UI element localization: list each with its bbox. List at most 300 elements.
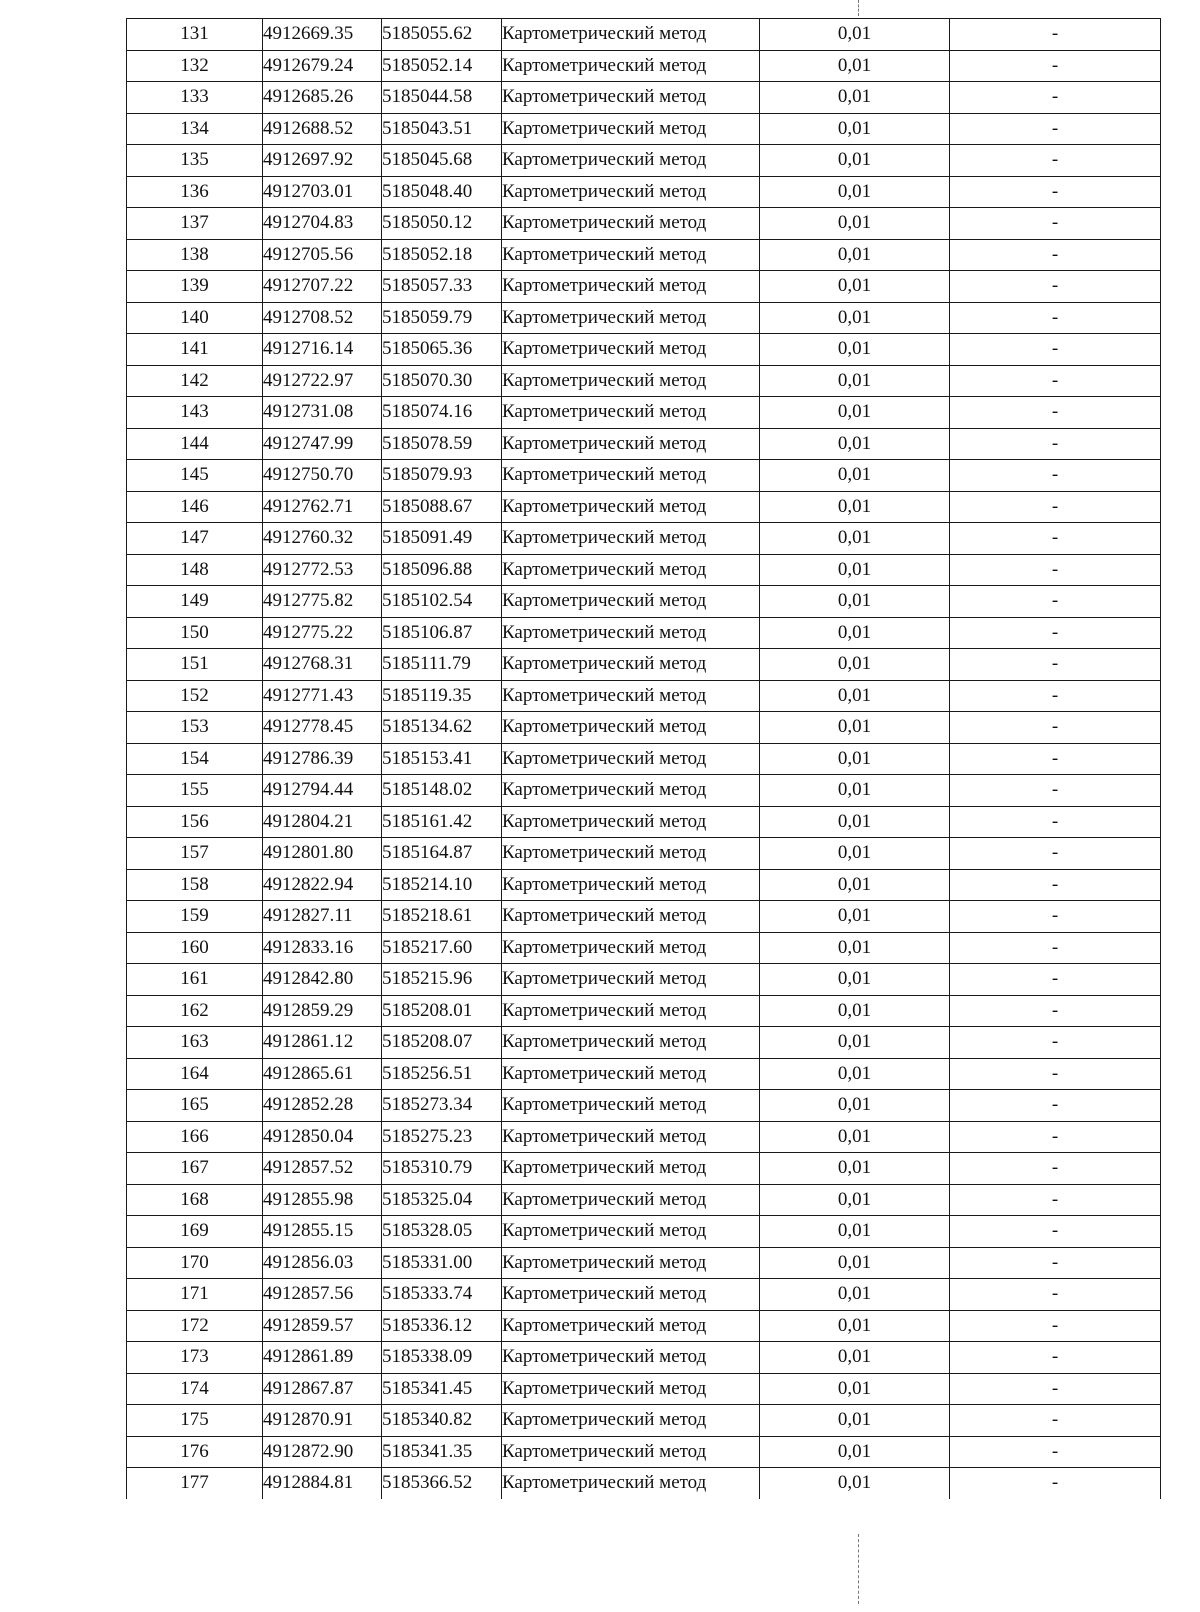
x-coordinate: 4912778.45 xyxy=(263,712,382,744)
y-coordinate: 5185050.12 xyxy=(382,208,502,240)
table-row xyxy=(127,1184,1161,1216)
coordinates-table-body xyxy=(127,19,1161,1499)
method-cell: Картометрический метод xyxy=(502,1090,760,1122)
accuracy-cell: 0,01 xyxy=(760,1405,950,1437)
table-row xyxy=(127,995,1161,1027)
accuracy-cell: 0,01 xyxy=(760,1153,950,1185)
y-coordinate: 5185341.35 xyxy=(382,1436,502,1468)
description-cell: - xyxy=(950,460,1161,492)
y-coordinate: 5185161.42 xyxy=(382,806,502,838)
x-coordinate: 4912768.31 xyxy=(263,649,382,681)
table-row xyxy=(127,1027,1161,1059)
description-cell: - xyxy=(950,145,1161,177)
point-number: 171 xyxy=(127,1279,263,1311)
y-coordinate: 5185111.79 xyxy=(382,649,502,681)
y-coordinate: 5185057.33 xyxy=(382,271,502,303)
description-cell: - xyxy=(950,491,1161,523)
y-coordinate: 5185218.61 xyxy=(382,901,502,933)
accuracy-cell: 0,01 xyxy=(760,397,950,429)
x-coordinate: 4912856.03 xyxy=(263,1247,382,1279)
y-coordinate: 5185340.82 xyxy=(382,1405,502,1437)
description-cell: - xyxy=(950,523,1161,555)
table-row xyxy=(127,1090,1161,1122)
accuracy-cell: 0,01 xyxy=(760,964,950,996)
description-cell: - xyxy=(950,838,1161,870)
scan-tick-bottom xyxy=(858,1534,859,1604)
method-cell: Картометрический метод xyxy=(502,176,760,208)
point-number: 156 xyxy=(127,806,263,838)
table-row xyxy=(127,1153,1161,1185)
method-cell: Картометрический метод xyxy=(502,1153,760,1185)
x-coordinate: 4912867.87 xyxy=(263,1373,382,1405)
accuracy-cell: 0,01 xyxy=(760,1216,950,1248)
accuracy-cell: 0,01 xyxy=(760,1342,950,1374)
description-cell: - xyxy=(950,82,1161,114)
x-coordinate: 4912762.71 xyxy=(263,491,382,523)
point-number: 152 xyxy=(127,680,263,712)
table-row xyxy=(127,1279,1161,1311)
accuracy-cell: 0,01 xyxy=(760,775,950,807)
x-coordinate: 4912705.56 xyxy=(263,239,382,271)
point-number: 158 xyxy=(127,869,263,901)
accuracy-cell: 0,01 xyxy=(760,208,950,240)
point-number: 150 xyxy=(127,617,263,649)
table-row xyxy=(127,554,1161,586)
point-number: 167 xyxy=(127,1153,263,1185)
point-number: 168 xyxy=(127,1184,263,1216)
accuracy-cell: 0,01 xyxy=(760,491,950,523)
description-cell: - xyxy=(950,1468,1161,1499)
point-number: 166 xyxy=(127,1121,263,1153)
table-row xyxy=(127,1216,1161,1248)
x-coordinate: 4912859.29 xyxy=(263,995,382,1027)
table-row xyxy=(127,712,1161,744)
point-number: 136 xyxy=(127,176,263,208)
method-cell: Картометрический метод xyxy=(502,460,760,492)
table-row xyxy=(127,743,1161,775)
method-cell: Картометрический метод xyxy=(502,1184,760,1216)
table-row xyxy=(127,1342,1161,1374)
x-coordinate: 4912804.21 xyxy=(263,806,382,838)
accuracy-cell: 0,01 xyxy=(760,1090,950,1122)
description-cell: - xyxy=(950,995,1161,1027)
table-row xyxy=(127,50,1161,82)
method-cell: Картометрический метод xyxy=(502,1436,760,1468)
point-number: 140 xyxy=(127,302,263,334)
table-row xyxy=(127,617,1161,649)
accuracy-cell: 0,01 xyxy=(760,113,950,145)
description-cell: - xyxy=(950,1058,1161,1090)
y-coordinate: 5185328.05 xyxy=(382,1216,502,1248)
point-number: 134 xyxy=(127,113,263,145)
table-row xyxy=(127,1058,1161,1090)
method-cell: Картометрический метод xyxy=(502,1058,760,1090)
point-number: 141 xyxy=(127,334,263,366)
y-coordinate: 5185273.34 xyxy=(382,1090,502,1122)
x-coordinate: 4912669.35 xyxy=(263,19,382,51)
point-number: 147 xyxy=(127,523,263,555)
point-number: 165 xyxy=(127,1090,263,1122)
point-number: 137 xyxy=(127,208,263,240)
x-coordinate: 4912688.52 xyxy=(263,113,382,145)
x-coordinate: 4912822.94 xyxy=(263,869,382,901)
accuracy-cell: 0,01 xyxy=(760,1184,950,1216)
description-cell: - xyxy=(950,649,1161,681)
y-coordinate: 5185043.51 xyxy=(382,113,502,145)
point-number: 172 xyxy=(127,1310,263,1342)
table-row xyxy=(127,365,1161,397)
description-cell: - xyxy=(950,50,1161,82)
accuracy-cell: 0,01 xyxy=(760,302,950,334)
table-row xyxy=(127,838,1161,870)
method-cell: Картометрический метод xyxy=(502,397,760,429)
y-coordinate: 5185275.23 xyxy=(382,1121,502,1153)
accuracy-cell: 0,01 xyxy=(760,932,950,964)
method-cell: Картометрический метод xyxy=(502,1373,760,1405)
table-row xyxy=(127,869,1161,901)
table-row xyxy=(127,1468,1161,1499)
y-coordinate: 5185164.87 xyxy=(382,838,502,870)
table-row xyxy=(127,901,1161,933)
point-number: 135 xyxy=(127,145,263,177)
point-number: 142 xyxy=(127,365,263,397)
accuracy-cell: 0,01 xyxy=(760,1247,950,1279)
method-cell: Картометрический метод xyxy=(502,1121,760,1153)
y-coordinate: 5185059.79 xyxy=(382,302,502,334)
point-number: 131 xyxy=(127,19,263,51)
accuracy-cell: 0,01 xyxy=(760,838,950,870)
accuracy-cell: 0,01 xyxy=(760,806,950,838)
table-row xyxy=(127,491,1161,523)
description-cell: - xyxy=(950,1121,1161,1153)
y-coordinate: 5185045.68 xyxy=(382,145,502,177)
accuracy-cell: 0,01 xyxy=(760,334,950,366)
point-number: 154 xyxy=(127,743,263,775)
point-number: 139 xyxy=(127,271,263,303)
method-cell: Картометрический метод xyxy=(502,1216,760,1248)
y-coordinate: 5185333.74 xyxy=(382,1279,502,1311)
point-number: 148 xyxy=(127,554,263,586)
x-coordinate: 4912747.99 xyxy=(263,428,382,460)
description-cell: - xyxy=(950,775,1161,807)
y-coordinate: 5185044.58 xyxy=(382,82,502,114)
y-coordinate: 5185088.67 xyxy=(382,491,502,523)
table-row xyxy=(127,428,1161,460)
x-coordinate: 4912861.89 xyxy=(263,1342,382,1374)
method-cell: Картометрический метод xyxy=(502,1027,760,1059)
x-coordinate: 4912861.12 xyxy=(263,1027,382,1059)
x-coordinate: 4912775.82 xyxy=(263,586,382,618)
x-coordinate: 4912855.98 xyxy=(263,1184,382,1216)
method-cell: Картометрический метод xyxy=(502,208,760,240)
method-cell: Картометрический метод xyxy=(502,239,760,271)
description-cell: - xyxy=(950,271,1161,303)
y-coordinate: 5185048.40 xyxy=(382,176,502,208)
description-cell: - xyxy=(950,806,1161,838)
point-number: 155 xyxy=(127,775,263,807)
description-cell: - xyxy=(950,365,1161,397)
description-cell: - xyxy=(950,1405,1161,1437)
accuracy-cell: 0,01 xyxy=(760,271,950,303)
x-coordinate: 4912771.43 xyxy=(263,680,382,712)
x-coordinate: 4912801.80 xyxy=(263,838,382,870)
method-cell: Картометрический метод xyxy=(502,901,760,933)
x-coordinate: 4912708.52 xyxy=(263,302,382,334)
method-cell: Картометрический метод xyxy=(502,680,760,712)
y-coordinate: 5185215.96 xyxy=(382,964,502,996)
x-coordinate: 4912731.08 xyxy=(263,397,382,429)
point-number: 133 xyxy=(127,82,263,114)
point-number: 161 xyxy=(127,964,263,996)
method-cell: Картометрический метод xyxy=(502,869,760,901)
table-row xyxy=(127,1247,1161,1279)
method-cell: Картометрический метод xyxy=(502,271,760,303)
point-number: 153 xyxy=(127,712,263,744)
x-coordinate: 4912722.97 xyxy=(263,365,382,397)
point-number: 144 xyxy=(127,428,263,460)
accuracy-cell: 0,01 xyxy=(760,995,950,1027)
method-cell: Картометрический метод xyxy=(502,838,760,870)
method-cell: Картометрический метод xyxy=(502,995,760,1027)
accuracy-cell: 0,01 xyxy=(760,239,950,271)
table-row xyxy=(127,1373,1161,1405)
method-cell: Картометрический метод xyxy=(502,964,760,996)
table-row xyxy=(127,397,1161,429)
point-number: 157 xyxy=(127,838,263,870)
method-cell: Картометрический метод xyxy=(502,1468,760,1499)
y-coordinate: 5185065.36 xyxy=(382,334,502,366)
y-coordinate: 5185119.35 xyxy=(382,680,502,712)
accuracy-cell: 0,01 xyxy=(760,1279,950,1311)
y-coordinate: 5185079.93 xyxy=(382,460,502,492)
point-number: 174 xyxy=(127,1373,263,1405)
accuracy-cell: 0,01 xyxy=(760,1468,950,1499)
table-row xyxy=(127,1436,1161,1468)
x-coordinate: 4912772.53 xyxy=(263,554,382,586)
x-coordinate: 4912842.80 xyxy=(263,964,382,996)
point-number: 145 xyxy=(127,460,263,492)
description-cell: - xyxy=(950,428,1161,460)
x-coordinate: 4912716.14 xyxy=(263,334,382,366)
description-cell: - xyxy=(950,176,1161,208)
y-coordinate: 5185341.45 xyxy=(382,1373,502,1405)
method-cell: Картометрический метод xyxy=(502,523,760,555)
description-cell: - xyxy=(950,1247,1161,1279)
point-number: 132 xyxy=(127,50,263,82)
y-coordinate: 5185366.52 xyxy=(382,1468,502,1499)
table-row xyxy=(127,208,1161,240)
description-cell: - xyxy=(950,869,1161,901)
point-number: 160 xyxy=(127,932,263,964)
method-cell: Картометрический метод xyxy=(502,1342,760,1374)
method-cell: Картометрический метод xyxy=(502,743,760,775)
x-coordinate: 4912704.83 xyxy=(263,208,382,240)
point-number: 169 xyxy=(127,1216,263,1248)
description-cell: - xyxy=(950,397,1161,429)
method-cell: Картометрический метод xyxy=(502,19,760,51)
x-coordinate: 4912872.90 xyxy=(263,1436,382,1468)
accuracy-cell: 0,01 xyxy=(760,1310,950,1342)
method-cell: Картометрический метод xyxy=(502,334,760,366)
y-coordinate: 5185336.12 xyxy=(382,1310,502,1342)
method-cell: Картометрический метод xyxy=(502,1310,760,1342)
accuracy-cell: 0,01 xyxy=(760,743,950,775)
scan-tick-top xyxy=(858,0,859,16)
y-coordinate: 5185214.10 xyxy=(382,869,502,901)
x-coordinate: 4912685.26 xyxy=(263,82,382,114)
y-coordinate: 5185052.18 xyxy=(382,239,502,271)
point-number: 143 xyxy=(127,397,263,429)
accuracy-cell: 0,01 xyxy=(760,1121,950,1153)
point-number: 177 xyxy=(127,1468,263,1499)
accuracy-cell: 0,01 xyxy=(760,365,950,397)
accuracy-cell: 0,01 xyxy=(760,428,950,460)
y-coordinate: 5185325.04 xyxy=(382,1184,502,1216)
method-cell: Картометрический метод xyxy=(502,365,760,397)
description-cell: - xyxy=(950,1027,1161,1059)
method-cell: Картометрический метод xyxy=(502,617,760,649)
point-number: 149 xyxy=(127,586,263,618)
y-coordinate: 5185217.60 xyxy=(382,932,502,964)
y-coordinate: 5185310.79 xyxy=(382,1153,502,1185)
method-cell: Картометрический метод xyxy=(502,649,760,681)
method-cell: Картометрический метод xyxy=(502,775,760,807)
x-coordinate: 4912750.70 xyxy=(263,460,382,492)
method-cell: Картометрический метод xyxy=(502,428,760,460)
description-cell: - xyxy=(950,1310,1161,1342)
y-coordinate: 5185106.87 xyxy=(382,617,502,649)
method-cell: Картометрический метод xyxy=(502,586,760,618)
x-coordinate: 4912870.91 xyxy=(263,1405,382,1437)
description-cell: - xyxy=(950,302,1161,334)
accuracy-cell: 0,01 xyxy=(760,1027,950,1059)
table-row xyxy=(127,586,1161,618)
description-cell: - xyxy=(950,208,1161,240)
description-cell: - xyxy=(950,1342,1161,1374)
table-row xyxy=(127,460,1161,492)
description-cell: - xyxy=(950,1279,1161,1311)
table-row xyxy=(127,239,1161,271)
table-row xyxy=(127,932,1161,964)
y-coordinate: 5185331.00 xyxy=(382,1247,502,1279)
x-coordinate: 4912707.22 xyxy=(263,271,382,303)
accuracy-cell: 0,01 xyxy=(760,554,950,586)
point-number: 170 xyxy=(127,1247,263,1279)
accuracy-cell: 0,01 xyxy=(760,82,950,114)
y-coordinate: 5185148.02 xyxy=(382,775,502,807)
accuracy-cell: 0,01 xyxy=(760,145,950,177)
table-row xyxy=(127,113,1161,145)
table-row xyxy=(127,176,1161,208)
description-cell: - xyxy=(950,554,1161,586)
description-cell: - xyxy=(950,113,1161,145)
y-coordinate: 5185096.88 xyxy=(382,554,502,586)
point-number: 164 xyxy=(127,1058,263,1090)
method-cell: Картометрический метод xyxy=(502,1279,760,1311)
point-number: 159 xyxy=(127,901,263,933)
x-coordinate: 4912775.22 xyxy=(263,617,382,649)
accuracy-cell: 0,01 xyxy=(760,680,950,712)
description-cell: - xyxy=(950,680,1161,712)
accuracy-cell: 0,01 xyxy=(760,1436,950,1468)
x-coordinate: 4912760.32 xyxy=(263,523,382,555)
y-coordinate: 5185055.62 xyxy=(382,19,502,51)
accuracy-cell: 0,01 xyxy=(760,19,950,51)
method-cell: Картометрический метод xyxy=(502,932,760,964)
x-coordinate: 4912855.15 xyxy=(263,1216,382,1248)
accuracy-cell: 0,01 xyxy=(760,617,950,649)
y-coordinate: 5185208.07 xyxy=(382,1027,502,1059)
y-coordinate: 5185102.54 xyxy=(382,586,502,618)
description-cell: - xyxy=(950,1153,1161,1185)
description-cell: - xyxy=(950,1216,1161,1248)
accuracy-cell: 0,01 xyxy=(760,50,950,82)
method-cell: Картометрический метод xyxy=(502,491,760,523)
point-number: 163 xyxy=(127,1027,263,1059)
x-coordinate: 4912852.28 xyxy=(263,1090,382,1122)
method-cell: Картометрический метод xyxy=(502,50,760,82)
method-cell: Картометрический метод xyxy=(502,145,760,177)
table-row xyxy=(127,775,1161,807)
coordinates-table xyxy=(126,18,1161,1499)
point-number: 146 xyxy=(127,491,263,523)
table-row xyxy=(127,523,1161,555)
accuracy-cell: 0,01 xyxy=(760,869,950,901)
x-coordinate: 4912857.56 xyxy=(263,1279,382,1311)
description-cell: - xyxy=(950,1090,1161,1122)
method-cell: Картометрический метод xyxy=(502,82,760,114)
x-coordinate: 4912850.04 xyxy=(263,1121,382,1153)
accuracy-cell: 0,01 xyxy=(760,1058,950,1090)
description-cell: - xyxy=(950,239,1161,271)
x-coordinate: 4912703.01 xyxy=(263,176,382,208)
description-cell: - xyxy=(950,901,1161,933)
description-cell: - xyxy=(950,743,1161,775)
y-coordinate: 5185078.59 xyxy=(382,428,502,460)
table-row xyxy=(127,334,1161,366)
y-coordinate: 5185074.16 xyxy=(382,397,502,429)
method-cell: Картометрический метод xyxy=(502,554,760,586)
x-coordinate: 4912884.81 xyxy=(263,1468,382,1499)
point-number: 175 xyxy=(127,1405,263,1437)
accuracy-cell: 0,01 xyxy=(760,460,950,492)
y-coordinate: 5185338.09 xyxy=(382,1342,502,1374)
y-coordinate: 5185052.14 xyxy=(382,50,502,82)
table-row xyxy=(127,649,1161,681)
accuracy-cell: 0,01 xyxy=(760,901,950,933)
description-cell: - xyxy=(950,1184,1161,1216)
method-cell: Картометрический метод xyxy=(502,712,760,744)
description-cell: - xyxy=(950,1436,1161,1468)
description-cell: - xyxy=(950,617,1161,649)
y-coordinate: 5185070.30 xyxy=(382,365,502,397)
x-coordinate: 4912679.24 xyxy=(263,50,382,82)
table-row xyxy=(127,19,1161,51)
table-row xyxy=(127,680,1161,712)
x-coordinate: 4912833.16 xyxy=(263,932,382,964)
description-cell: - xyxy=(950,19,1161,51)
method-cell: Картометрический метод xyxy=(502,302,760,334)
method-cell: Картометрический метод xyxy=(502,113,760,145)
method-cell: Картометрический метод xyxy=(502,806,760,838)
x-coordinate: 4912827.11 xyxy=(263,901,382,933)
x-coordinate: 4912857.52 xyxy=(263,1153,382,1185)
table-row xyxy=(127,302,1161,334)
accuracy-cell: 0,01 xyxy=(760,586,950,618)
accuracy-cell: 0,01 xyxy=(760,523,950,555)
x-coordinate: 4912859.57 xyxy=(263,1310,382,1342)
table-row xyxy=(127,806,1161,838)
